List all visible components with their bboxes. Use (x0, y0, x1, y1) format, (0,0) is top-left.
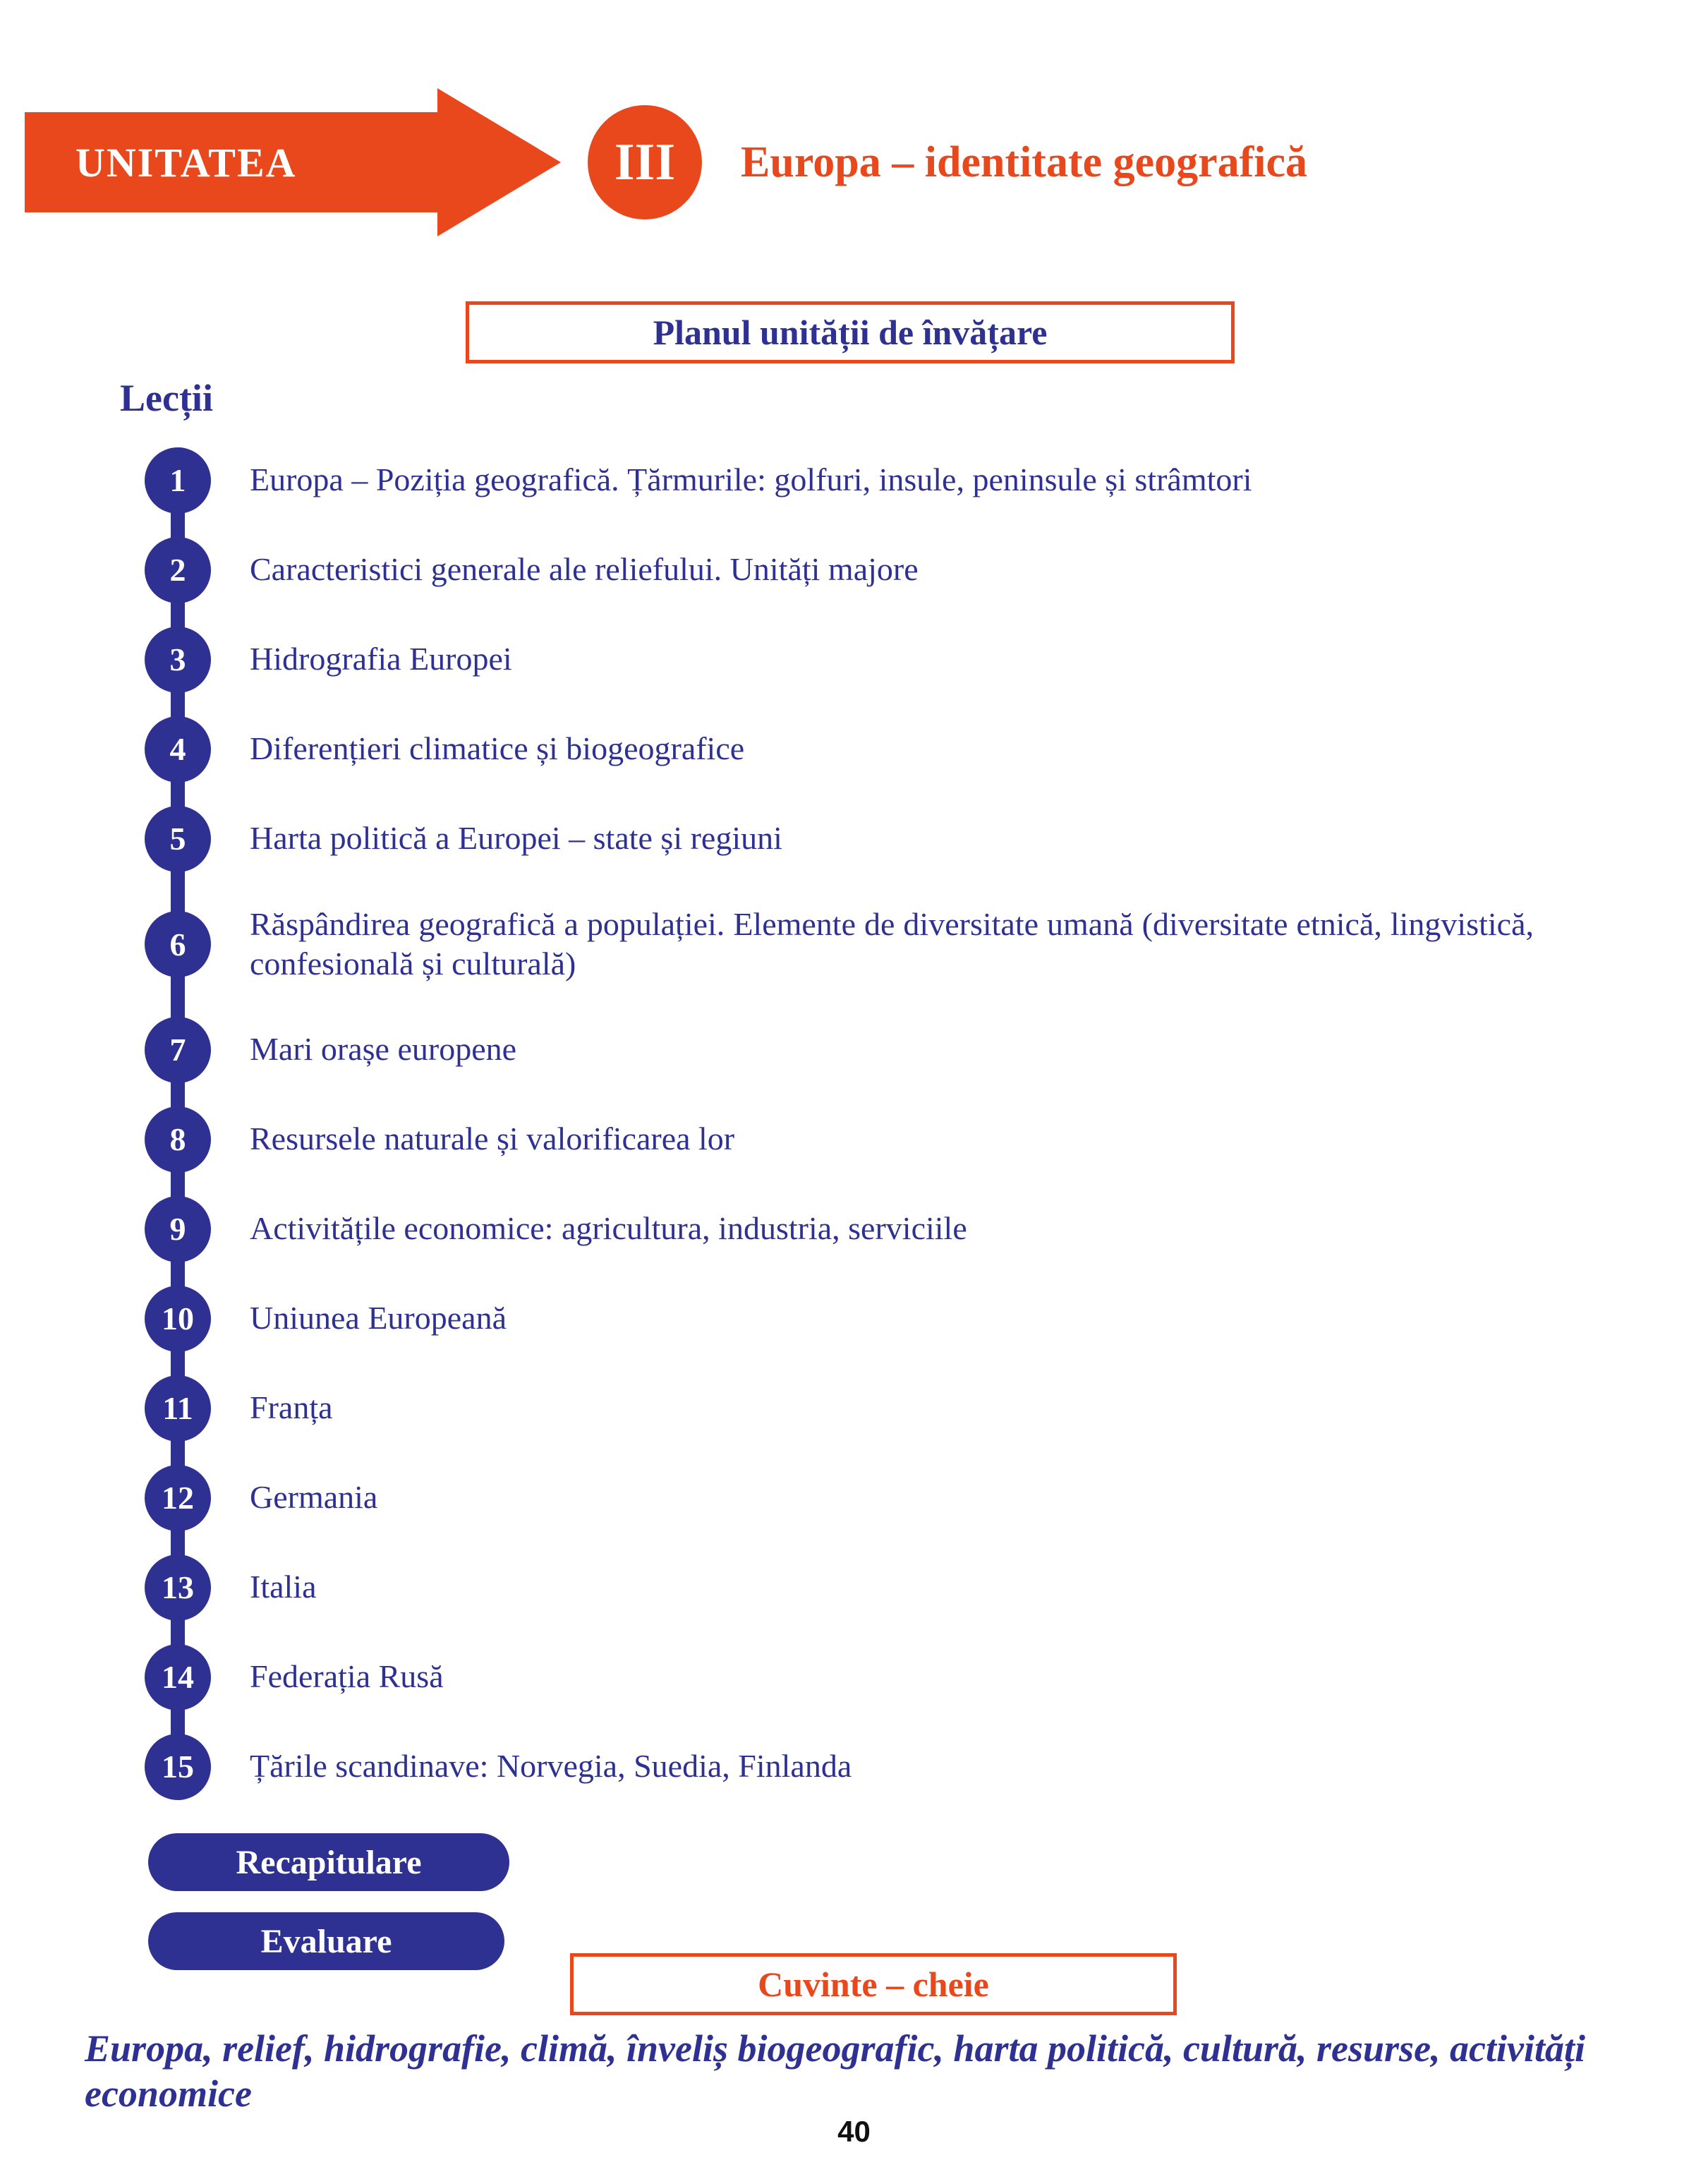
lesson-number: 13 (162, 1569, 194, 1605)
lessons-list (145, 435, 1598, 1811)
keywords-box-label: Cuvinte – cheie (758, 1964, 989, 2004)
lesson-title: Franța (250, 1389, 333, 1426)
lesson-number: 8 (169, 1121, 186, 1157)
unit-header (25, 88, 1708, 236)
lesson-item (145, 1632, 1598, 1722)
lesson-item (145, 435, 1598, 525)
lesson-item (145, 1094, 1598, 1184)
lesson-number-badge (145, 1106, 211, 1173)
lesson-number-badge (145, 627, 211, 693)
lesson-title: Harta politică a Europei – state și regiuni (250, 820, 782, 857)
page-number: 40 (837, 2115, 871, 2148)
lesson-item (145, 615, 1598, 704)
lesson-title: Activitățile economice: agricultura, industria, serviciile (250, 1210, 967, 1247)
lesson-number-badge (145, 1286, 211, 1352)
plan-box (466, 301, 1235, 363)
lesson-item (145, 1184, 1598, 1274)
lesson-number: 11 (162, 1390, 193, 1426)
lesson-number-badge (145, 1465, 211, 1531)
lesson-item (145, 704, 1598, 794)
lesson-title: Federația Rusă (250, 1658, 444, 1695)
lesson-title: Hidrografia Europei (250, 641, 512, 677)
unit-arrow-body (25, 112, 437, 212)
keywords-box (570, 1953, 1177, 2015)
lesson-title: Europa – Poziția geografică. Țărmurile: golfuri, insule, peninsule și strâmtori (250, 461, 1252, 498)
arrow-head-icon (437, 88, 561, 236)
lesson-number: 7 (169, 1032, 186, 1068)
lesson-item (145, 883, 1598, 1005)
lesson-number: 10 (162, 1300, 194, 1336)
lesson-item (145, 1363, 1598, 1453)
lesson-number: 2 (169, 552, 186, 588)
page-title: Europa – identitate geografică (741, 138, 1308, 186)
lesson-number: 4 (169, 731, 186, 767)
lesson-title: Țările scandinave: Norvegia, Suedia, Finlanda (250, 1748, 852, 1785)
lesson-number-badge (145, 911, 211, 977)
plan-box-label: Planul unității de învățare (653, 313, 1048, 352)
lesson-number-badge (145, 1555, 211, 1621)
lesson-number: 15 (162, 1749, 194, 1785)
lesson-item (145, 525, 1598, 615)
lesson-number: 1 (169, 462, 186, 498)
lesson-number: 14 (162, 1659, 194, 1695)
lesson-number: 9 (169, 1211, 186, 1247)
unit-number: III (614, 133, 676, 191)
unit-label: UNITATEA (75, 139, 297, 186)
lesson-title: Italia (250, 1569, 317, 1605)
recapitulare-button: Recapitulare (148, 1833, 509, 1891)
lesson-number-badge (145, 1734, 211, 1800)
lesson-title: Uniunea Europeană (250, 1300, 507, 1336)
evaluare-button: Evaluare (148, 1912, 504, 1970)
lesson-number-badge (145, 1017, 211, 1083)
lesson-item (145, 1453, 1598, 1543)
lesson-number-badge (145, 1644, 211, 1710)
lesson-title: Mari orașe europene (250, 1031, 517, 1068)
lesson-title: Răspândirea geografică a populației. Elemente de diversitate umană (diversitate etnică, lingvistică, confesională și culturală) (250, 905, 1534, 982)
lesson-title: Diferențieri climatice și biogeografice (250, 730, 745, 767)
unit-number-badge (588, 105, 702, 219)
lesson-number: 6 (169, 926, 186, 962)
keywords-text: Europa, relief, hidrografie, climă, înveliș biogeografic, harta politică, cultură, resurse, activități economice (85, 2027, 1585, 2115)
lesson-number-badge (145, 447, 211, 514)
lesson-number: 3 (169, 641, 186, 677)
lesson-number-badge (145, 1375, 211, 1442)
lesson-item (145, 1543, 1598, 1632)
lesson-number-badge (145, 537, 211, 603)
lesson-item (145, 1274, 1598, 1363)
lesson-item (145, 1005, 1598, 1094)
lesson-number-badge (145, 716, 211, 783)
lesson-number: 5 (169, 821, 186, 857)
lesson-item (145, 794, 1598, 883)
lesson-number-badge (145, 806, 211, 872)
lesson-title: Caracteristici generale ale reliefului. Unități majore (250, 551, 919, 588)
unit-arrow (25, 88, 561, 236)
lessons-heading: Lecții (120, 377, 213, 419)
lesson-title: Resursele naturale și valorificarea lor (250, 1121, 735, 1157)
lesson-item (145, 1722, 1598, 1811)
lesson-number: 12 (162, 1480, 194, 1516)
lesson-number-badge (145, 1196, 211, 1262)
lesson-title: Germania (250, 1479, 378, 1516)
